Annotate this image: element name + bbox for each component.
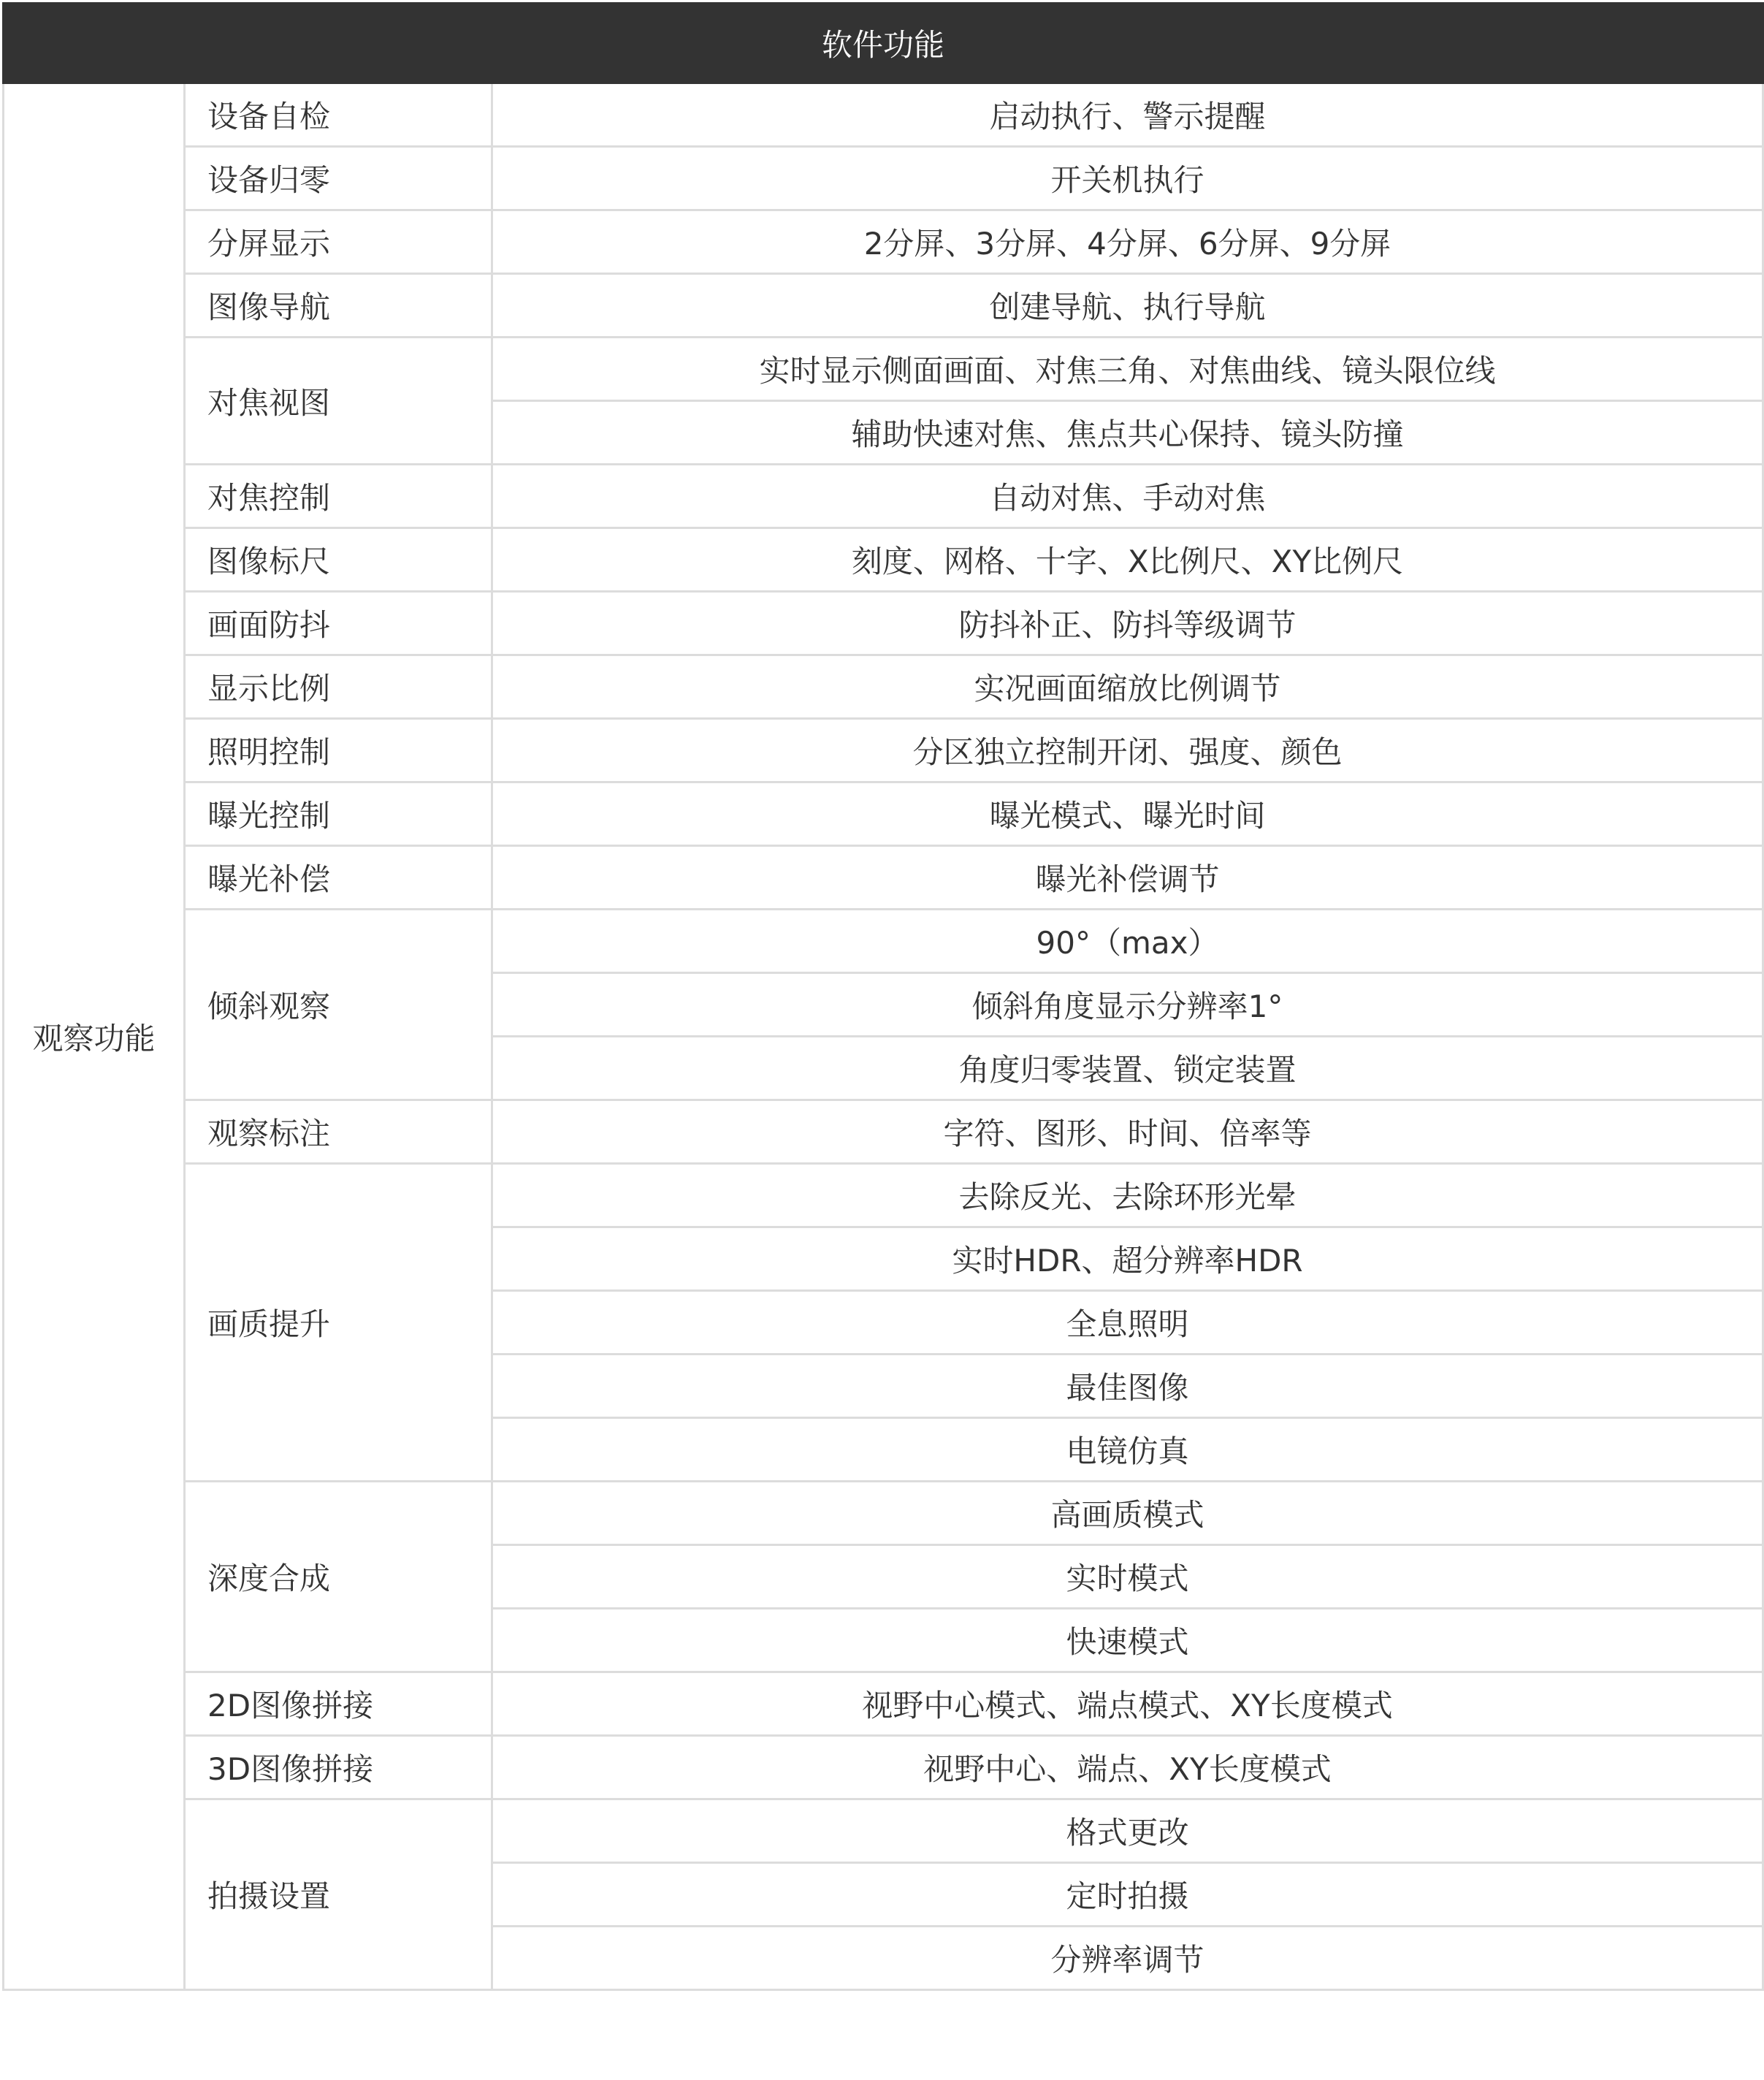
- feature-detail: 分区独立控制开闭、强度、颜色: [492, 719, 1763, 782]
- table-title: 软件功能: [4, 4, 1763, 83]
- feature-name: 图像导航: [185, 274, 492, 338]
- table-row: [4, 147, 1763, 210]
- feature-name: 分屏显示: [185, 210, 492, 274]
- table-row: [4, 83, 1763, 147]
- feature-detail: 快速模式: [492, 1609, 1763, 1672]
- table-row: [4, 1672, 1763, 1736]
- table-row: [4, 210, 1763, 274]
- feature-detail: 启动执行、警示提醒: [492, 83, 1763, 147]
- feature-name: 3D图像拼接: [185, 1736, 492, 1799]
- table-row: [4, 1799, 1763, 1863]
- table-header-row: [4, 4, 1763, 83]
- table-row: [4, 719, 1763, 782]
- feature-name: 对焦控制: [185, 465, 492, 528]
- feature-detail: 去除反光、去除环形光晕: [492, 1164, 1763, 1227]
- feature-name: 照明控制: [185, 719, 492, 782]
- feature-detail: 创建导航、执行导航: [492, 274, 1763, 338]
- feature-name: 图像标尺: [185, 528, 492, 592]
- feature-detail: 90°（max）: [492, 910, 1763, 973]
- feature-detail: 曝光模式、曝光时间: [492, 782, 1763, 846]
- table-row: [4, 592, 1763, 655]
- feature-name: 曝光补偿: [185, 846, 492, 910]
- table-row: [4, 1100, 1763, 1164]
- feature-name: 曝光控制: [185, 782, 492, 846]
- table-row: [4, 1736, 1763, 1799]
- table-body: [4, 83, 1763, 1990]
- table-row: [4, 274, 1763, 338]
- feature-detail: 实时模式: [492, 1545, 1763, 1609]
- feature-detail: 视野中心模式、端点模式、XY长度模式: [492, 1672, 1763, 1736]
- feature-name: 画面防抖: [185, 592, 492, 655]
- feature-name: 拍摄设置: [185, 1799, 492, 1990]
- feature-detail: 全息照明: [492, 1291, 1763, 1355]
- feature-detail: 电镜仿真: [492, 1418, 1763, 1482]
- table-row: [4, 338, 1763, 401]
- feature-detail: 实时显示侧面画面、对焦三角、对焦曲线、镜头限位线: [492, 338, 1763, 401]
- feature-name: 观察标注: [185, 1100, 492, 1164]
- feature-detail: 自动对焦、手动对焦: [492, 465, 1763, 528]
- feature-detail: 实时HDR、超分辨率HDR: [492, 1227, 1763, 1291]
- feature-detail: 分辨率调节: [492, 1927, 1763, 1990]
- feature-name: 设备归零: [185, 147, 492, 210]
- table-row: [4, 910, 1763, 973]
- feature-detail: 曝光补偿调节: [492, 846, 1763, 910]
- feature-detail: 角度归零装置、锁定装置: [492, 1037, 1763, 1100]
- feature-name: 深度合成: [185, 1482, 492, 1672]
- feature-name: 对焦视图: [185, 338, 492, 465]
- feature-detail: 格式更改: [492, 1799, 1763, 1863]
- feature-detail: 字符、图形、时间、倍率等: [492, 1100, 1763, 1164]
- feature-detail: 开关机执行: [492, 147, 1763, 210]
- feature-detail: 高画质模式: [492, 1482, 1763, 1545]
- feature-detail: 刻度、网格、十字、X比例尺、XY比例尺: [492, 528, 1763, 592]
- table-row: [4, 1482, 1763, 1545]
- feature-detail: 辅助快速对焦、焦点共心保持、镜头防撞: [492, 401, 1763, 465]
- feature-detail: 最佳图像: [492, 1355, 1763, 1418]
- table-row: [4, 465, 1763, 528]
- feature-name: 画质提升: [185, 1164, 492, 1482]
- table-row: [4, 782, 1763, 846]
- table-row: [4, 1164, 1763, 1227]
- feature-name: 倾斜观察: [185, 910, 492, 1100]
- feature-name: 2D图像拼接: [185, 1672, 492, 1736]
- feature-detail: 实况画面缩放比例调节: [492, 655, 1763, 719]
- feature-name: 设备自检: [185, 83, 492, 147]
- feature-detail: 视野中心、端点、XY长度模式: [492, 1736, 1763, 1799]
- feature-detail: 2分屏、3分屏、4分屏、6分屏、9分屏: [492, 210, 1763, 274]
- table-row: [4, 528, 1763, 592]
- feature-name: 显示比例: [185, 655, 492, 719]
- feature-detail: 定时拍摄: [492, 1863, 1763, 1927]
- table-row: [4, 655, 1763, 719]
- software-features-table: [2, 2, 1764, 1991]
- group-label: 观察功能: [4, 83, 185, 1990]
- feature-detail: 倾斜角度显示分辨率1°: [492, 973, 1763, 1037]
- table-row: [4, 846, 1763, 910]
- feature-detail: 防抖补正、防抖等级调节: [492, 592, 1763, 655]
